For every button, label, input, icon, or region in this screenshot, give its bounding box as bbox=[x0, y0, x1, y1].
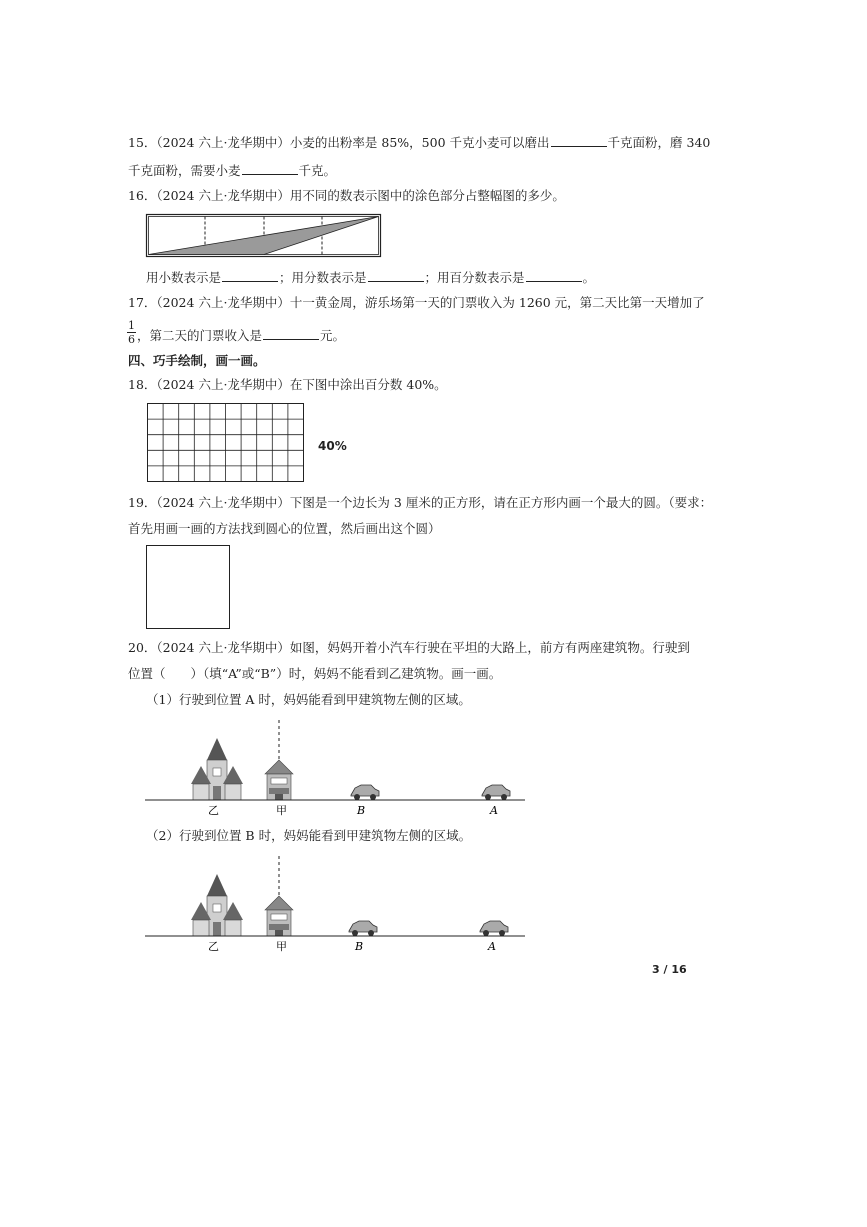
q20-line1: 20．（2024 六上·龙华期中）如图，妈妈开着小汽车行驶在平坦的大路上，前方有两座建筑物。行驶到 bbox=[128, 640, 690, 655]
q20-scene-2 bbox=[145, 856, 530, 956]
q16-percent-blank[interactable] bbox=[526, 269, 582, 282]
label-a-2: A bbox=[488, 940, 496, 953]
castle-yi-icon-2 bbox=[191, 874, 243, 936]
q16-shaded-rectangle-figure bbox=[146, 214, 384, 259]
car-b-icon bbox=[351, 785, 379, 800]
label-b-1: B bbox=[357, 804, 366, 817]
car-b-icon-2 bbox=[349, 921, 377, 936]
building-jia-icon-2 bbox=[265, 896, 293, 936]
q17-line2 bbox=[137, 327, 345, 344]
q16-title: 16．（2024 六上·龙华期中）用不同的数表示图中的涂色部分占整幅图的多少。 bbox=[128, 188, 565, 203]
q18-title: 18．（2024 六上·龙华期中）在下图中涂出百分数 40%。 bbox=[128, 377, 447, 392]
q20-scene-1 bbox=[145, 720, 530, 820]
label-yi-1: 乙 bbox=[208, 804, 219, 817]
q16-fraction-blank[interactable] bbox=[368, 269, 424, 282]
label-yi-2: 乙 bbox=[208, 940, 219, 953]
q17-fraction-denominator: 6 bbox=[128, 333, 135, 346]
q20-sub2: （2）行驶到位置 B 时，妈妈能看到甲建筑物左侧的区域。 bbox=[146, 828, 472, 843]
q15-text-a: 15．（2024 六上·龙华期中）小麦的出粉率是 85%，500 千克小麦可以磨出 bbox=[128, 135, 550, 150]
q17-fraction bbox=[127, 320, 136, 345]
car-a-icon-2 bbox=[480, 921, 508, 936]
q17-fraction-numerator: 1 bbox=[128, 319, 135, 332]
q20-line2: 位置（ ）（填“A”或“B”）时，妈妈不能看到乙建筑物。画一画。 bbox=[128, 666, 502, 681]
q20-sub1: （1）行驶到位置 A 时，妈妈能看到甲建筑物左侧的区域。 bbox=[146, 692, 471, 707]
q16-end: 。 bbox=[582, 270, 596, 285]
q19-line1: 19．（2024 六上·龙华期中）下图是一个边长为 3 厘米的正方形，请在正方形内画一个最大的圆。（要求： bbox=[128, 495, 713, 510]
q19-square bbox=[146, 545, 232, 631]
section4-title: 四、巧手绘制，画一画。 bbox=[128, 353, 266, 368]
q17-text-a: ，第二天的门票收入是 bbox=[137, 328, 263, 343]
q18-percent-label: 40% bbox=[318, 439, 347, 453]
q17-text-b: 元。 bbox=[320, 328, 346, 343]
q15-text-d: 千克。 bbox=[298, 163, 337, 178]
q15-text-b: 千克面粉，磨 340 bbox=[607, 135, 711, 150]
q16-fraction-label: ；用分数表示是 bbox=[279, 270, 367, 285]
label-b-2: B bbox=[355, 940, 364, 953]
label-jia-2: 甲 bbox=[276, 940, 287, 953]
q16-decimal-blank[interactable] bbox=[222, 269, 278, 282]
q16-answer-line bbox=[146, 269, 595, 286]
page-number: 3 / 16 bbox=[652, 963, 687, 976]
q15-line1 bbox=[128, 134, 710, 151]
car-a-icon bbox=[482, 785, 510, 800]
q18-grid bbox=[147, 403, 307, 485]
q16-decimal-label: 用小数表示是 bbox=[146, 270, 222, 285]
q17-line1: 17．（2024 六上·龙华期中）十一黄金周，游乐场第一天的门票收入为 1260 元，第二天比第一天增加了 bbox=[128, 295, 705, 310]
q16-percent-label: ；用百分数表示是 bbox=[424, 270, 525, 285]
q15-blank-1[interactable] bbox=[551, 134, 607, 147]
q15-line2 bbox=[128, 162, 336, 179]
q17-blank[interactable] bbox=[263, 327, 319, 340]
q15-blank-2[interactable] bbox=[242, 162, 298, 175]
label-jia-1: 甲 bbox=[276, 804, 287, 817]
q19-line2: 首先用画一画的方法找到圆心的位置，然后画出这个圆） bbox=[128, 521, 441, 536]
building-jia-icon bbox=[265, 760, 293, 800]
castle-yi-icon bbox=[191, 738, 243, 800]
label-a-1: A bbox=[490, 804, 498, 817]
q15-text-c: 千克面粉，需要小麦 bbox=[128, 163, 241, 178]
